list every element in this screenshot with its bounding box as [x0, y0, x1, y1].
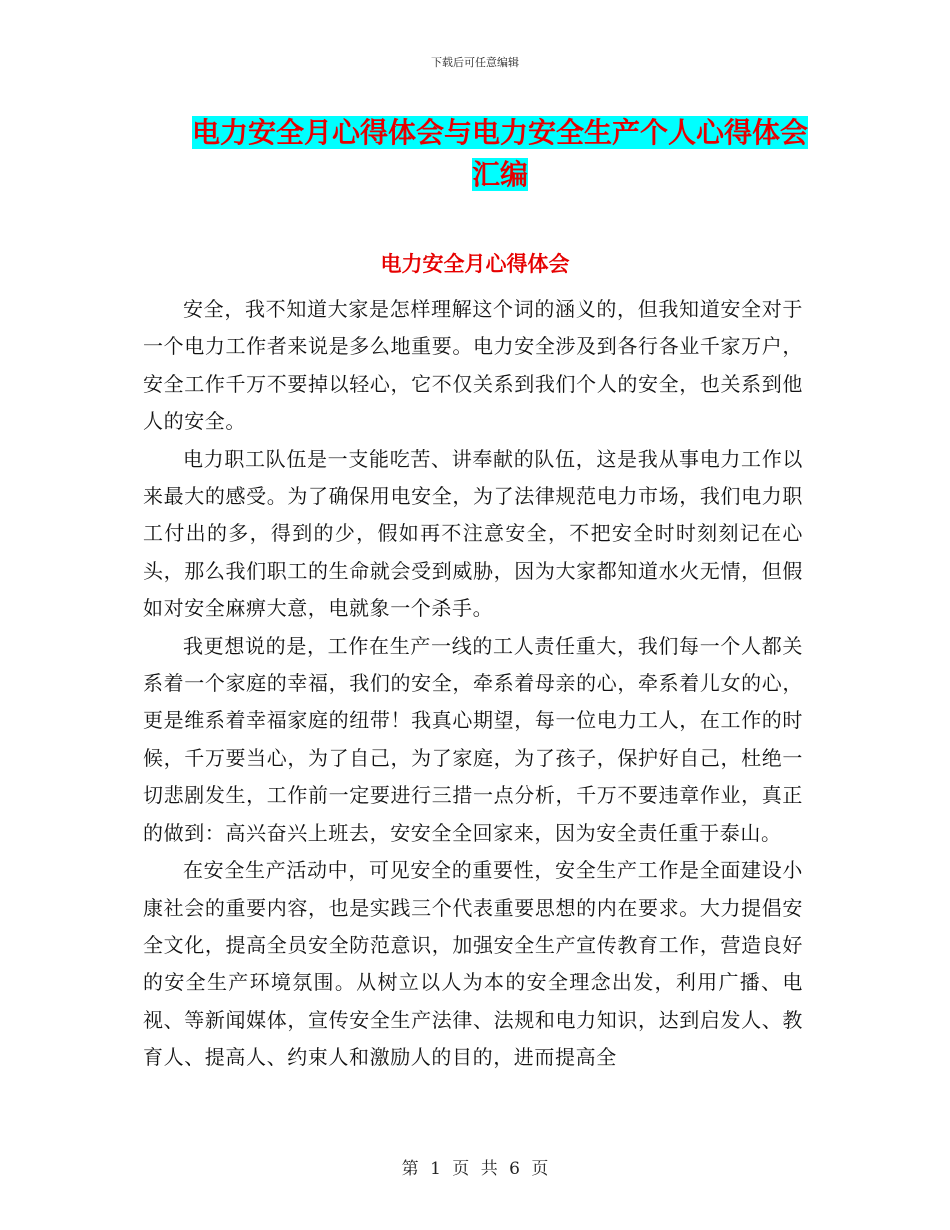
section-title: 电力安全月心得体会	[380, 252, 570, 276]
paragraph: 电力职工队伍是一支能吃苦、讲奉献的队伍，这是我从事电力工作以来最大的感受。为了确保用电安全，为了法律规范电力市场，我们电力职工付出的多，得到的少，假如再不注意安全，不把安全时时刻刻记在心头，那么我们职工的生命就会受到威胁，因为大家都知道水火无情，但假如对安全麻痹大意，电就象一个杀手。	[143, 446, 803, 621]
document-title-text: 电力安全月心得体会与电力安全生产个人心得体会汇编	[191, 116, 808, 191]
paragraph: 安全，我不知道大家是怎样理解这个词的涵义的，但我知道安全对于一个电力工作者来说是多么地重要。电力安全涉及到各行各业千家万户，安全工作千万不要掉以轻心，它不仅关系到我们个人的安全，也关系到他人的安全。	[143, 297, 803, 434]
page-footer: 第 1 页 共 6 页	[401, 1159, 549, 1179]
paragraph: 我更想说的是，工作在生产一线的工人责任重大，我们每一个人都关系着一个家庭的幸福，我们的安全，牵系着母亲的心，牵系着儿女的心，更是维系着幸福家庭的纽带！我真心期望，每一位电力工人，在工作的时候，千万要当心，为了自己，为了家庭，为了孩子，保护好自己，杜绝一切悲剧发生，工作前一定要进行三措一点分析，千万不要违章作业，真正的做到：高兴奋兴上班去，安安全全回家来，因为安全责任重于泰山。	[143, 633, 803, 845]
header-note: 下载后可任意编辑	[431, 56, 519, 69]
body-text	[143, 291, 803, 1077]
paragraph: 在安全生产活动中，可见安全的重要性，安全生产工作是全面建设小康社会的重要内容，也是实践三个代表重要思想的内在要求。大力提倡安全文化，提高全员安全防范意识，加强安全生产宣传教育工作，营造良好的安全生产环境氛围。从树立以人为本的安全理念出发，利用广播、电视、等新闻媒体，宣传安全生产法律、法规和电力知识，达到启发人、教育人、提高人、约束人和激励人的目的，进而提高全	[143, 858, 803, 1070]
document-title	[185, 112, 815, 196]
